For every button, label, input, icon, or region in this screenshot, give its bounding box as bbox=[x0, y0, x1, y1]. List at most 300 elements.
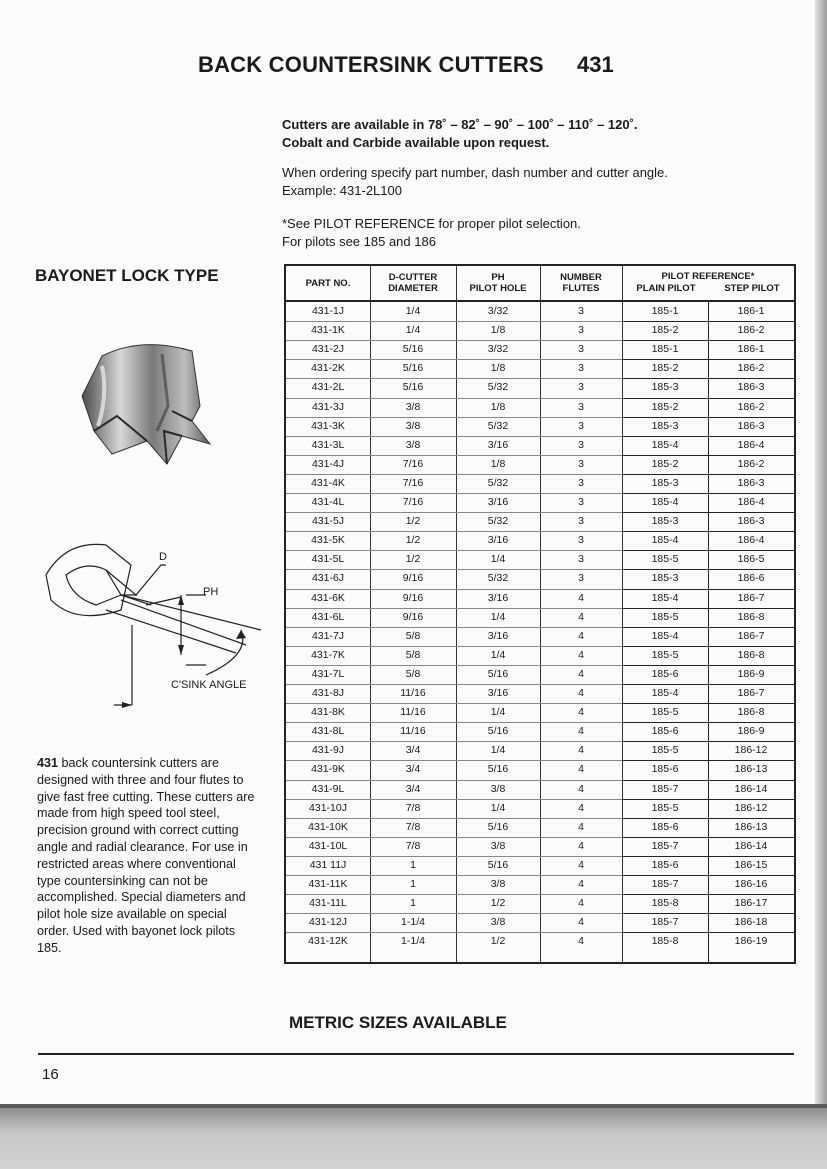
table-row bbox=[286, 417, 794, 436]
pilot-hole-cell: 5/16 bbox=[487, 858, 509, 871]
cutter-photo bbox=[72, 336, 222, 476]
table-row bbox=[286, 722, 794, 741]
table-row bbox=[286, 474, 794, 493]
plain-pilot-cell: 185-2 bbox=[651, 362, 679, 375]
table-row bbox=[286, 760, 794, 779]
section-title: BAYONET LOCK TYPE bbox=[35, 266, 219, 285]
plain-pilot-cell: 185-6 bbox=[651, 763, 679, 776]
pilot-row-divider bbox=[622, 665, 794, 666]
flute-count-cell: 3 bbox=[578, 534, 584, 547]
flute-count-cell: 3 bbox=[578, 400, 584, 413]
part-number-cell: 431 11J bbox=[309, 858, 347, 871]
part-number-cell: 431-12J bbox=[309, 916, 347, 929]
d-cutter-diameter-cell: 1-1/4 bbox=[401, 916, 425, 929]
d-cutter-diameter-cell: 5/8 bbox=[405, 667, 421, 680]
part-number-cell: 431-2L bbox=[311, 381, 345, 394]
table-row bbox=[286, 799, 794, 818]
step-pilot-cell: 186-9 bbox=[737, 667, 765, 680]
part-number-cell: 431-5L bbox=[311, 553, 345, 566]
step-pilot-cell: 186-7 bbox=[737, 687, 765, 699]
pilot-hole-cell: 3/16 bbox=[487, 687, 509, 699]
plain-pilot-cell: 185-2 bbox=[651, 400, 679, 413]
pilot-hole-cell: 5/16 bbox=[487, 667, 509, 680]
table-row bbox=[286, 894, 794, 913]
pilot-hole-cell: 1/4 bbox=[490, 610, 506, 623]
plain-pilot-cell: 185-4 bbox=[651, 687, 679, 699]
flute-count-cell: 4 bbox=[578, 667, 584, 680]
pilot-hole-cell: 3/8 bbox=[490, 916, 506, 929]
flute-count-cell: 3 bbox=[578, 381, 584, 394]
pilot-hole-cell: 5/32 bbox=[487, 515, 509, 528]
part-number-cell: 431-3L bbox=[311, 438, 345, 451]
table-row bbox=[286, 741, 794, 760]
step-pilot-cell: 186-3 bbox=[737, 381, 765, 394]
d-cutter-diameter-cell: 9/16 bbox=[402, 572, 424, 585]
d-cutter-diameter-cell: 3/8 bbox=[405, 438, 421, 451]
pilot-row-divider bbox=[622, 608, 794, 609]
pilot-hole-cell: 1/2 bbox=[490, 935, 506, 948]
d-cutter-diameter-cell: 5/16 bbox=[402, 343, 424, 356]
plain-pilot-cell: 185-4 bbox=[651, 591, 679, 604]
pilot-row-divider bbox=[622, 455, 794, 456]
availability-note bbox=[282, 116, 638, 152]
flute-count-cell: 3 bbox=[578, 572, 584, 585]
pilot-row-divider bbox=[622, 837, 794, 838]
part-number-cell: 431-5K bbox=[311, 534, 345, 547]
plain-pilot-cell: 185-7 bbox=[651, 878, 679, 890]
d-cutter-diameter-cell: 11/16 bbox=[400, 687, 426, 699]
table-row bbox=[286, 531, 794, 550]
step-pilot-cell: 186-18 bbox=[734, 916, 768, 929]
step-pilot-cell: 186-1 bbox=[737, 343, 765, 356]
pilot-hole-cell: 5/32 bbox=[487, 572, 509, 585]
header-flutes: NUMBER FLUTES bbox=[560, 272, 602, 294]
d-cutter-diameter-cell: 7/8 bbox=[405, 801, 421, 814]
table-row bbox=[286, 932, 794, 951]
table-row bbox=[286, 684, 794, 703]
table-row bbox=[286, 913, 794, 932]
flute-count-cell: 4 bbox=[578, 763, 584, 776]
d-cutter-diameter-cell: 7/16 bbox=[402, 476, 424, 489]
d-cutter-diameter-cell: 9/16 bbox=[402, 610, 424, 623]
product-description bbox=[37, 755, 262, 957]
table-row bbox=[286, 646, 794, 665]
table-row bbox=[286, 856, 794, 875]
flute-count-cell: 3 bbox=[578, 305, 584, 317]
description-lead: 431 bbox=[37, 756, 59, 770]
plain-pilot-cell: 185-7 bbox=[651, 839, 679, 852]
d-cutter-diameter-cell: 1-1/4 bbox=[401, 935, 425, 948]
part-number-cell: 431-10J bbox=[309, 801, 347, 814]
pilot-hole-cell: 5/16 bbox=[487, 725, 509, 738]
scanner-background bbox=[0, 1108, 827, 1169]
pilot-row-divider bbox=[622, 436, 794, 437]
step-pilot-cell: 186-4 bbox=[737, 496, 765, 508]
pilot-row-divider bbox=[622, 589, 794, 590]
flute-count-cell: 4 bbox=[578, 687, 584, 699]
flute-count-cell: 4 bbox=[578, 916, 584, 929]
plain-pilot-cell: 185-5 bbox=[651, 744, 679, 757]
flute-count-cell: 4 bbox=[578, 648, 584, 661]
part-number-cell: 431-12K bbox=[308, 935, 348, 948]
angle-availability: Cutters are available in 78˚ – 82˚ – 90˚ – 100˚ – 110˚ – 120˚. bbox=[282, 117, 638, 132]
pilot-hole-cell: 1/4 bbox=[490, 744, 506, 757]
pilot-hole-cell: 1/8 bbox=[490, 324, 506, 337]
plain-pilot-cell: 185-4 bbox=[651, 629, 679, 642]
table-row bbox=[286, 608, 794, 627]
pilot-row-divider bbox=[622, 684, 794, 685]
pilot-hole-cell: 5/16 bbox=[487, 820, 509, 833]
step-pilot-cell: 186-19 bbox=[734, 935, 768, 948]
plain-pilot-cell: 185-1 bbox=[651, 343, 679, 356]
plain-pilot-cell: 185-6 bbox=[651, 667, 679, 680]
plain-pilot-cell: 185-8 bbox=[651, 935, 679, 948]
page-title: BACK COUNTERSINK CUTTERS bbox=[198, 52, 544, 77]
d-cutter-diameter-cell: 5/16 bbox=[402, 381, 424, 394]
part-number-cell: 431-10L bbox=[308, 839, 348, 852]
part-number-cell: 431-11L bbox=[309, 897, 347, 910]
diagram-label-angle: C'SINK ANGLE bbox=[171, 679, 247, 691]
d-cutter-diameter-cell: 7/16 bbox=[402, 457, 424, 470]
flute-count-cell: 3 bbox=[578, 362, 584, 375]
table-row bbox=[286, 455, 794, 474]
plain-pilot-cell: 185-4 bbox=[651, 496, 679, 508]
pilot-row-divider bbox=[622, 818, 794, 819]
flute-count-cell: 4 bbox=[578, 858, 584, 871]
flute-count-cell: 4 bbox=[578, 820, 584, 833]
pilot-row-divider bbox=[622, 741, 794, 742]
pilot-row-divider bbox=[622, 512, 794, 513]
pilot-row-divider bbox=[622, 932, 794, 933]
plain-pilot-cell: 185-5 bbox=[651, 648, 679, 661]
step-pilot-cell: 186-14 bbox=[734, 782, 768, 795]
plain-pilot-cell: 185-3 bbox=[651, 419, 679, 432]
part-number-cell: 431-6J bbox=[311, 572, 345, 585]
step-pilot-cell: 186-4 bbox=[737, 438, 765, 451]
pilot-row-divider bbox=[622, 722, 794, 723]
flute-count-cell: 4 bbox=[578, 897, 584, 910]
d-cutter-diameter-cell: 9/16 bbox=[402, 591, 424, 604]
pilot-hole-cell: 1/4 bbox=[490, 706, 506, 719]
header-step-pilot: STEP PILOT bbox=[724, 283, 780, 294]
flute-count-cell: 4 bbox=[578, 725, 584, 738]
pilot-row-divider bbox=[622, 856, 794, 857]
table-row bbox=[286, 398, 794, 417]
table-row bbox=[286, 703, 794, 722]
table-row bbox=[286, 627, 794, 646]
flute-count-cell: 4 bbox=[578, 801, 584, 814]
flute-count-cell: 4 bbox=[578, 878, 584, 890]
page-number: 16 bbox=[42, 1066, 59, 1083]
pilot-reference-label: PILOT REFERENCE* bbox=[661, 271, 755, 282]
d-cutter-diameter-cell: 1/2 bbox=[405, 553, 421, 566]
d-cutter-diameter-cell: 7/16 bbox=[402, 496, 424, 508]
plain-pilot-cell: 185-4 bbox=[651, 438, 679, 451]
flute-count-cell: 3 bbox=[578, 343, 584, 356]
table-row bbox=[286, 378, 794, 397]
pilot-hole-cell: 3/16 bbox=[487, 629, 509, 642]
step-pilot-cell: 186-1 bbox=[737, 305, 765, 317]
step-pilot-cell: 186-15 bbox=[734, 858, 768, 871]
pilot-hole-cell: 3/8 bbox=[490, 839, 506, 852]
pilot-row-divider bbox=[622, 569, 794, 570]
pilot-row-divider bbox=[622, 378, 794, 379]
step-pilot-cell: 186-16 bbox=[734, 878, 768, 890]
pilot-hole-cell: 1/8 bbox=[490, 457, 506, 470]
material-availability: Cobalt and Carbide available upon request. bbox=[282, 135, 550, 150]
pilot-row-divider bbox=[622, 913, 794, 914]
plain-pilot-cell: 185-5 bbox=[651, 610, 679, 623]
pilot-hole-cell: 5/32 bbox=[487, 381, 509, 394]
description-text: back countersink cutters are designed with three and four flutes to give fast free cutting. These cutters are made from high speed tool steel, precision ground with correct cutting angle and radial clearance. For use in restricted areas where conventional type countersinking can not be accomplished. Special diameters and pilot hole size available on special order. Used with bayonet lock pilots 185. bbox=[37, 756, 255, 955]
flute-count-cell: 4 bbox=[578, 629, 584, 642]
pilot-hole-cell: 5/32 bbox=[487, 419, 509, 432]
pilot-hole-cell: 3/16 bbox=[487, 534, 509, 547]
table-row bbox=[286, 875, 794, 894]
table-row bbox=[286, 569, 794, 588]
header-pilot-reference bbox=[622, 266, 794, 300]
step-pilot-cell: 186-6 bbox=[737, 572, 765, 585]
flute-count-cell: 3 bbox=[578, 419, 584, 432]
pilot-hole-cell: 3/16 bbox=[487, 438, 509, 451]
plain-pilot-cell: 185-2 bbox=[651, 324, 679, 337]
part-number-cell: 431-8K bbox=[311, 706, 345, 719]
plain-pilot-cell: 185-7 bbox=[651, 782, 679, 795]
flute-count-cell: 3 bbox=[578, 553, 584, 566]
part-number-cell: 431-7K bbox=[311, 648, 345, 661]
plain-pilot-cell: 185-5 bbox=[651, 553, 679, 566]
product-code: 431 bbox=[577, 52, 614, 77]
pilot-row-divider bbox=[622, 398, 794, 399]
step-pilot-cell: 186-17 bbox=[734, 897, 768, 910]
pilot-hole-cell: 3/32 bbox=[487, 305, 509, 317]
diagram-label-d: D bbox=[159, 551, 167, 563]
step-pilot-cell: 186-9 bbox=[737, 725, 765, 738]
plain-pilot-cell: 185-4 bbox=[651, 534, 679, 547]
table-row bbox=[286, 436, 794, 455]
flute-count-cell: 3 bbox=[578, 457, 584, 470]
plain-pilot-cell: 185-1 bbox=[651, 305, 679, 317]
step-pilot-cell: 186-13 bbox=[734, 820, 768, 833]
plain-pilot-cell: 185-2 bbox=[651, 457, 679, 470]
step-pilot-cell: 186-3 bbox=[737, 476, 765, 489]
plain-pilot-cell: 185-3 bbox=[651, 476, 679, 489]
step-pilot-cell: 186-4 bbox=[737, 534, 765, 547]
step-pilot-cell: 186-8 bbox=[737, 610, 765, 623]
d-cutter-diameter-cell: 1/2 bbox=[405, 515, 421, 528]
page-edge-shadow bbox=[815, 0, 827, 1112]
flute-count-cell: 4 bbox=[578, 706, 584, 719]
metric-sizes-note: METRIC SIZES AVAILABLE bbox=[289, 1013, 507, 1032]
pilot-row-divider bbox=[622, 340, 794, 341]
pilot-row-divider bbox=[622, 646, 794, 647]
step-pilot-cell: 186-2 bbox=[737, 457, 765, 470]
table-row bbox=[286, 302, 794, 321]
pilot-row-divider bbox=[622, 474, 794, 475]
header-d-cutter: D-CUTTER DIAMETER bbox=[388, 272, 438, 294]
pilot-hole-cell: 3/16 bbox=[487, 591, 509, 604]
step-pilot-cell: 186-7 bbox=[737, 591, 765, 604]
header-plain-pilot: PLAIN PILOT bbox=[636, 283, 696, 294]
table-row bbox=[286, 359, 794, 378]
table-row bbox=[286, 818, 794, 837]
pilot-hole-cell: 1/2 bbox=[490, 897, 506, 910]
pilot-row-divider bbox=[622, 894, 794, 895]
flute-count-cell: 3 bbox=[578, 496, 584, 508]
table-row bbox=[286, 512, 794, 531]
specification-table bbox=[284, 264, 796, 964]
part-number-cell: 431-9L bbox=[311, 782, 345, 795]
pilot-row-divider bbox=[622, 417, 794, 418]
part-number-cell: 431-2K bbox=[311, 362, 345, 375]
plain-pilot-cell: 185-6 bbox=[651, 725, 679, 738]
step-pilot-cell: 186-8 bbox=[737, 706, 765, 719]
step-pilot-cell: 186-2 bbox=[737, 400, 765, 413]
pilot-reference-note: *See PILOT REFERENCE for proper pilot selection. bbox=[282, 216, 581, 231]
step-pilot-cell: 186-2 bbox=[737, 324, 765, 337]
d-cutter-diameter-cell: 3/8 bbox=[405, 419, 421, 432]
step-pilot-cell: 186-2 bbox=[737, 362, 765, 375]
part-number-cell: 431-9K bbox=[311, 763, 345, 776]
pilot-row-divider bbox=[622, 359, 794, 360]
d-cutter-diameter-cell: 5/8 bbox=[405, 629, 421, 642]
pilot-hole-cell: 3/8 bbox=[490, 782, 506, 795]
pilot-row-divider bbox=[622, 799, 794, 800]
pilot-hole-cell: 3/16 bbox=[487, 496, 509, 508]
d-cutter-diameter-cell: 7/8 bbox=[405, 839, 421, 852]
step-pilot-cell: 186-12 bbox=[734, 744, 768, 757]
step-pilot-cell: 186-14 bbox=[734, 839, 768, 852]
ordering-note bbox=[282, 164, 668, 200]
part-number-cell: 431-6K bbox=[311, 591, 345, 604]
plain-pilot-cell: 185-6 bbox=[651, 820, 679, 833]
table-row bbox=[286, 321, 794, 340]
table-row bbox=[286, 493, 794, 512]
pilot-hole-cell: 1/8 bbox=[490, 362, 506, 375]
d-cutter-diameter-cell: 11/16 bbox=[400, 725, 426, 738]
footer-rule bbox=[38, 1053, 794, 1055]
d-cutter-diameter-cell: 3/4 bbox=[405, 763, 421, 776]
header-pilot-hole: PH PILOT HOLE bbox=[469, 272, 527, 294]
plain-pilot-cell: 185-7 bbox=[651, 916, 679, 929]
pilot-see-note: For pilots see 185 and 186 bbox=[282, 234, 436, 249]
pilot-hole-cell: 5/32 bbox=[487, 476, 509, 489]
part-number-cell: 431-7L bbox=[311, 667, 345, 680]
table-row bbox=[286, 780, 794, 799]
part-number-cell: 431-8J bbox=[311, 687, 345, 699]
pilot-hole-cell: 5/16 bbox=[487, 763, 509, 776]
d-cutter-diameter-cell: 5/16 bbox=[402, 362, 424, 375]
plain-pilot-cell: 185-5 bbox=[651, 706, 679, 719]
d-cutter-diameter-cell: 3/8 bbox=[405, 400, 421, 413]
flute-count-cell: 4 bbox=[578, 591, 584, 604]
pilot-hole-cell: 3/32 bbox=[487, 343, 509, 356]
flute-count-cell: 4 bbox=[578, 610, 584, 623]
d-cutter-diameter-cell: 3/4 bbox=[405, 782, 421, 795]
flute-count-cell: 4 bbox=[578, 744, 584, 757]
d-cutter-diameter-cell: 5/8 bbox=[405, 648, 421, 661]
d-cutter-diameter-cell: 1/4 bbox=[405, 324, 421, 337]
diagram-label-ph: PH bbox=[203, 586, 219, 598]
step-pilot-cell: 186-8 bbox=[737, 648, 765, 661]
part-number-cell: 431-3J bbox=[311, 400, 345, 413]
plain-pilot-cell: 185-3 bbox=[651, 381, 679, 394]
plain-pilot-cell: 185-3 bbox=[651, 572, 679, 585]
d-cutter-diameter-cell: 1 bbox=[410, 858, 416, 871]
flute-count-cell: 4 bbox=[578, 839, 584, 852]
flute-count-cell: 4 bbox=[578, 935, 584, 948]
flute-count-cell: 3 bbox=[578, 324, 584, 337]
pilot-row-divider bbox=[622, 531, 794, 532]
header-part-no: PART NO. bbox=[305, 277, 351, 289]
plain-pilot-cell: 185-8 bbox=[651, 897, 679, 910]
pilot-row-divider bbox=[622, 550, 794, 551]
part-number-cell: 431-6L bbox=[311, 610, 345, 623]
pilot-row-divider bbox=[622, 703, 794, 704]
pilot-row-divider bbox=[622, 780, 794, 781]
d-cutter-diameter-cell: 1 bbox=[410, 897, 416, 910]
part-number-cell: 431-1J bbox=[311, 305, 345, 317]
part-number-cell: 431-8L bbox=[311, 725, 345, 738]
d-cutter-diameter-cell: 3/4 bbox=[405, 744, 421, 757]
pilot-row-divider bbox=[622, 627, 794, 628]
plain-pilot-cell: 185-3 bbox=[651, 515, 679, 528]
table-row bbox=[286, 550, 794, 569]
pilot-row-divider bbox=[622, 321, 794, 322]
d-cutter-diameter-cell: 1 bbox=[410, 878, 416, 890]
d-cutter-diameter-cell: 1/2 bbox=[405, 534, 421, 547]
part-number-cell: 431-4L bbox=[311, 496, 345, 508]
pilot-note bbox=[282, 215, 581, 251]
plain-pilot-cell: 185-6 bbox=[651, 858, 679, 871]
pilot-hole-cell: 1/8 bbox=[490, 400, 506, 413]
part-number-cell: 431-9J bbox=[311, 744, 345, 757]
step-pilot-cell: 186-3 bbox=[737, 419, 765, 432]
step-pilot-cell: 186-5 bbox=[737, 553, 765, 566]
table-row bbox=[286, 665, 794, 684]
flute-count-cell: 3 bbox=[578, 438, 584, 451]
ordering-instruction: When ordering specify part number, dash number and cutter angle. bbox=[282, 165, 668, 180]
table-row bbox=[286, 340, 794, 359]
pilot-hole-cell: 3/8 bbox=[490, 878, 506, 890]
table-row bbox=[286, 589, 794, 608]
part-number-cell: 431-3K bbox=[311, 419, 345, 432]
pilot-row-divider bbox=[622, 875, 794, 876]
ordering-example: Example: 431-2L100 bbox=[282, 183, 402, 198]
part-number-cell: 431-4J bbox=[311, 457, 345, 470]
pilot-hole-cell: 1/4 bbox=[490, 553, 506, 566]
step-pilot-cell: 186-7 bbox=[737, 629, 765, 642]
d-cutter-diameter-cell: 11/16 bbox=[400, 706, 426, 719]
flute-count-cell: 3 bbox=[578, 476, 584, 489]
part-number-cell: 431-5J bbox=[311, 515, 345, 528]
pilot-hole-cell: 1/4 bbox=[490, 648, 506, 661]
part-number-cell: 431-1K bbox=[311, 324, 345, 337]
part-number-cell: 431-7J bbox=[311, 629, 345, 642]
part-number-cell: 431-10K bbox=[308, 820, 348, 833]
part-number-cell: 431-4K bbox=[311, 476, 345, 489]
plain-pilot-cell: 185-5 bbox=[651, 801, 679, 814]
flute-count-cell: 4 bbox=[578, 782, 584, 795]
step-pilot-cell: 186-3 bbox=[737, 515, 765, 528]
part-number-cell: 431-11K bbox=[308, 878, 348, 890]
pilot-row-divider bbox=[622, 760, 794, 761]
part-number-cell: 431-2J bbox=[311, 343, 345, 356]
pilot-hole-cell: 1/4 bbox=[490, 801, 506, 814]
table-row bbox=[286, 837, 794, 856]
flute-count-cell: 3 bbox=[578, 515, 584, 528]
d-cutter-diameter-cell: 7/8 bbox=[405, 820, 421, 833]
